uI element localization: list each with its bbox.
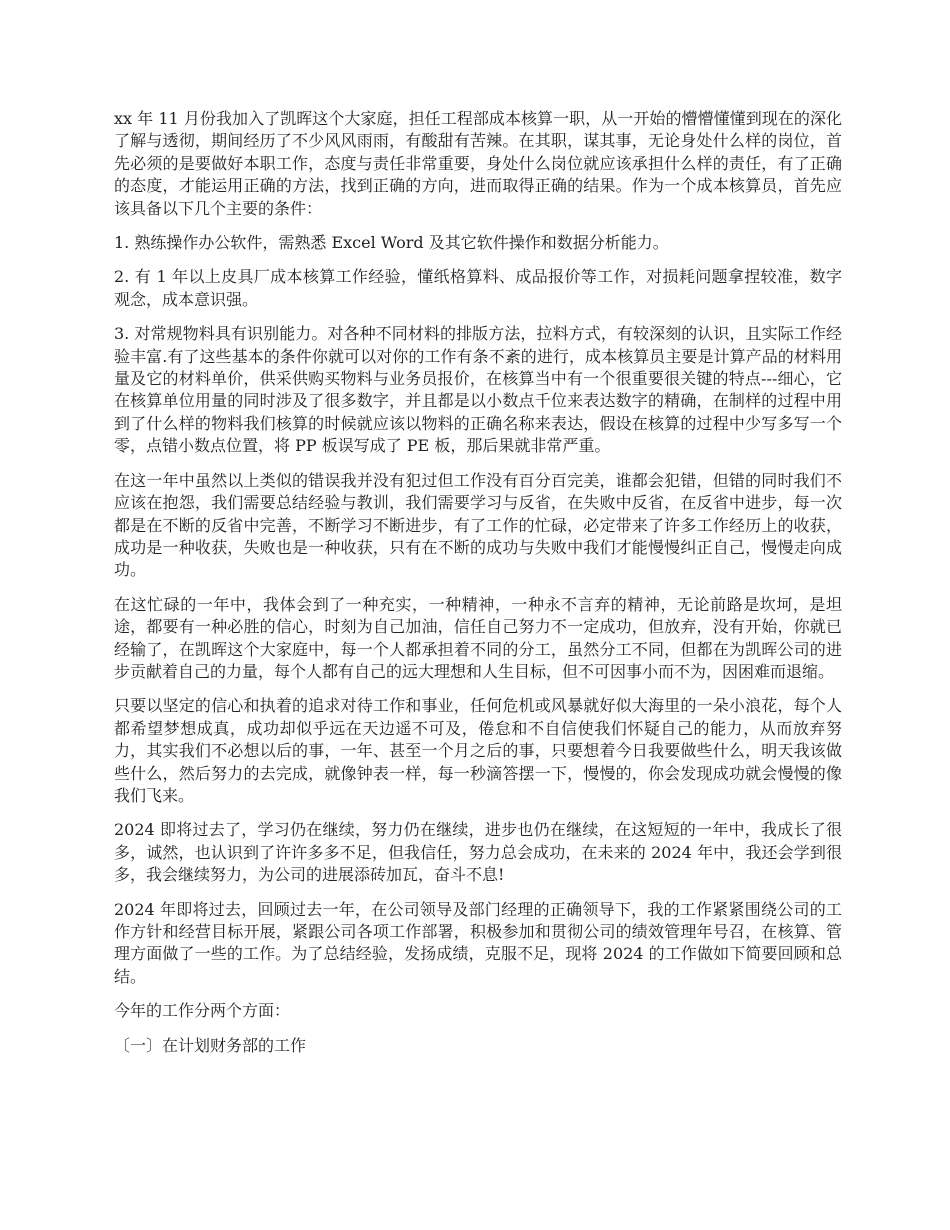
section-heading-finance: 〔一〕在计划财务部的工作 (114, 1035, 307, 1055)
paragraph-perseverance: 只要以坚定的信心和执着的追求对待工作和事业，任何危机或风暴就好似大海里的一朵小浪花，每个人都希望梦想成真，成功却似乎远在天边遥不可及，倦怠和不自信使我们怀疑自己的能力，从而放弃努力，其实我们不必想以后的事，一年、甚至一个月之后的事，只要想着今日我要做些什么，明天我该做些什么，然后努力的去完成，就像钟表一样，每一秒滴答摆一下，慢慢的，你会发现成功就会慢慢的像我们飞来。 (114, 696, 842, 805)
paragraph-requirement-1: 1. 熟练操作办公软件，需熟悉 Excel Word 及其它软件操作和数据分析能力。 (114, 233, 669, 253)
document-body (114, 108, 842, 1069)
paragraph-summary-intro: 2024 年即将过去，回顾过去一年，在公司领导及部门经理的正确领导下，我的工作紧紧围绕公司的工作方针和经营目标开展，紧跟公司各项工作部署，积极参加和贯彻公司的绩效管理年号召，在核算、管理方面做了一些的工作。为了总结经验，发扬成绩，克服不足，现将 2024 的工作做如下简要回顾和总结。 (114, 899, 842, 986)
paragraph-year-end: 2024 即将过去了，学习仍在继续，努力仍在继续，进步也仍在继续，在这短短的一年中，我成长了很多，诚然，也认识到了许许多多不足，但我信任，努力总会成功，在未来的 2024 年中，我还会学到很多，我会继续努力，为公司的进展添砖加瓦，奋斗不息! (114, 820, 842, 885)
paragraph-intro: xx 年 11 月份我加入了凯晖这个大家庭，担任工程部成本核算一职，从一开始的懵懵懂懂到现在的深化了解与透彻，期间经历了不少风风雨雨，有酸甜有苦辣。在其职，谋其事，无论身处什么样的岗位，首先必须的是要做好本职工作，态度与责任非常重要，身处什么岗位就应该承担什么样的责任，有了正确的态度，才能运用正确的方法，找到正确的方向，进而取得正确的结果。作为一个成本核算员，首先应该具备以下几个主要的条件： (114, 109, 842, 218)
paragraph-requirement-3: 3. 对常规物料具有识别能力。对各种不同材料的排版方法，拉料方式，有较深刻的认识，且实际工作经验丰富.有了这些基本的条件你就可以对你的工作有条不紊的进行，成本核算员主要是计算产品的材料用量及它的材料单价，供采供购买物料与业务员报价，在核算当中有一个很重要很关键的特点---细心，它在核算单位用量的同时涉及了很多数字，并且都是以小数点千位来表达数字的精确，在制样的过程中用到了什么样的物料我们核算的时候就应该以物料的正确名称来表达，假设在核算的过程中少写多写一个零，点错小数点位置，将 PP 板误写成了 PE 板，那后果就非常严重。 (114, 324, 842, 456)
paragraph-reflection: 在这一年中虽然以上类似的错误我并没有犯过但工作没有百分百完美，谁都会犯错，但错的同时我们不应该在抱怨，我们需要总结经验与教训，我们需要学习与反省，在失败中反省，在反省中进步，每一次都是在不断的反省中完善，不断学习不断进步，有了工作的忙碌，必定带来了许多工作经历上的收获，成功是一种收获，失败也是一种收获，只有在不断的成功与失败中我们才能慢慢纠正自己，慢慢走向成功。 (114, 470, 842, 580)
paragraph-work-aspects: 今年的工作分两个方面： (114, 1001, 291, 1021)
paragraph-experience: 在这忙碌的一年中，我体会到了一种充实，一种精神，一种永不言弃的精神，无论前路是坎坷，是坦途，都要有一种必胜的信心，时刻为自己加油，信任自己努力不一定成功，但放弃，没有开始，你就已经输了，在凯晖这个大家庭中，每一个人都承担着不同的分工，虽然分工不同，但都在为凯晖公司的进步贡献着自己的力量，每个人都有自己的远大理想和人生目标，但不可因事小而不为，因困难而退缩。 (114, 594, 842, 681)
paragraph-requirement-2: 2. 有 1 年以上皮具厂成本核算工作经验，懂纸格算料、成品报价等工作，对损耗问题拿捏较准，数字观念，成本意识强。 (114, 267, 842, 309)
